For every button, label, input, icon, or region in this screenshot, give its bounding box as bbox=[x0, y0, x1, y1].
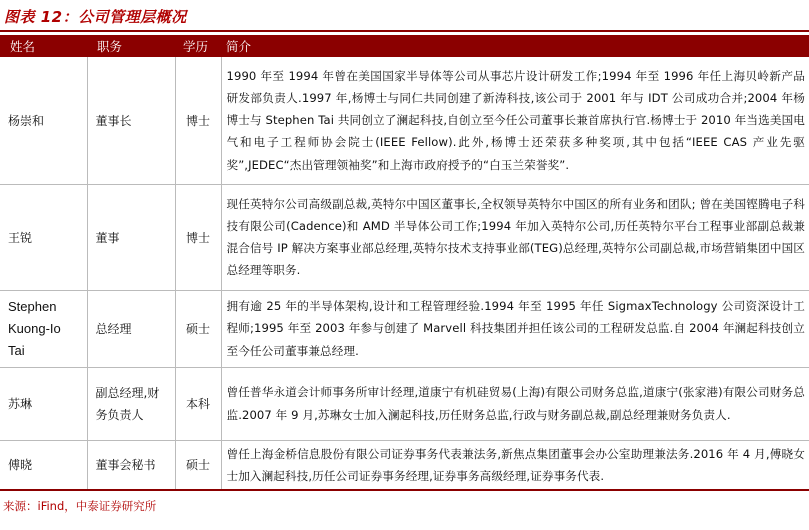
cell-name: 杨崇和 bbox=[0, 57, 87, 184]
header-name: 姓名 bbox=[0, 35, 87, 57]
table-row bbox=[0, 440, 809, 490]
cell-degree: 硕士 bbox=[175, 440, 221, 490]
cell-degree: 博士 bbox=[175, 184, 221, 290]
table-row bbox=[0, 184, 809, 290]
cell-degree: 博士 bbox=[175, 57, 221, 184]
cell-name: 王锐 bbox=[0, 184, 87, 290]
cell-name: Stephen Kuong-Io Tai bbox=[0, 290, 87, 367]
cell-degree: 硕士 bbox=[175, 290, 221, 367]
source-note: 来源：iFind，中泰证券研究所 bbox=[3, 499, 157, 513]
header-bio: 简介 bbox=[221, 35, 809, 57]
cell-name: 苏琳 bbox=[0, 367, 87, 440]
cell-degree: 本科 bbox=[175, 367, 221, 440]
management-table bbox=[0, 35, 809, 491]
header-degree: 学历 bbox=[175, 35, 221, 57]
header-role: 职务 bbox=[87, 35, 175, 57]
figure-title: 图表 12：公司管理层概况 bbox=[4, 8, 187, 26]
cell-bio: 曾任普华永道会计师事务所审计经理,道康宁有机硅贸易(上海)有限公司财务总监,道康宁(张家港)有限公司财务总监.2007 年 9 月,苏琳女士加入澜起科技,历任财务总监,行政与财务副总裁,副总经理兼财务负责人. bbox=[221, 367, 809, 440]
cell-role: 董事 bbox=[87, 184, 175, 290]
table-header-row bbox=[0, 35, 809, 57]
cell-bio: 曾任上海金桥信息股份有限公司证券事务代表兼法务,新焦点集团董事会办公室助理兼法务.2016 年 4 月,傅晓女士加入澜起科技,历任公司证券事务经理,证券事务高级经理,证券事务代表. bbox=[221, 440, 809, 490]
cell-name: 傅晓 bbox=[0, 440, 87, 490]
title-divider bbox=[0, 30, 809, 32]
cell-role: 董事会秘书 bbox=[87, 440, 175, 490]
table-row bbox=[0, 290, 809, 367]
cell-role: 董事长 bbox=[87, 57, 175, 184]
table-row bbox=[0, 57, 809, 184]
cell-bio: 现任英特尔公司高级副总裁,英特尔中国区董事长,全权领导英特尔中国区的所有业务和团队; 曾在美国铿腾电子科技有限公司(Cadence)和 AMD 半导体公司工作;1994 年加入英特尔公司,历任英特尔平台工程事业部副总裁兼混合信号 IP 解决方案事业部总经理,英特尔技术支持事业部(TEG)总经理,英特尔公司副总裁,市场营销集团中国区总经理等职务. bbox=[221, 184, 809, 290]
cell-bio: 拥有逾 25 年的半导体架构,设计和工程管理经验.1994 年至 1995 年任 SigmaxTechnology 公司资深设计工程师;1995 年至 2003 年参与创建了 Marvell 科技集团并担任该公司的工程研发总监.自 2004 年澜起科技创立至今任公司董事兼总经理. bbox=[221, 290, 809, 367]
cell-role: 副总经理,财务负责人 bbox=[87, 367, 175, 440]
table-row bbox=[0, 367, 809, 440]
cell-bio: 1990 年至 1994 年曾在美国国家半导体等公司从事芯片设计研发工作;1994 年至 1996 年任上海贝岭新产品研发部负责人.1997 年,杨博士与同仁共同创建了新涛科技,该公司于 2001 年与 IDT 公司成功合并;2004 年杨博士与 Stephen Tai 共同创立了澜起科技,自创立至今任公司董事长兼首席执行官.杨博士于 2010 年当选美国电气和电子工程师协会院士(IEEE Fellow).此外,杨博士还荣获多种奖项,其中包括“IEEE CAS 产业先驱奖”,JEDEC“杰出管理领袖奖”和上海市政府授予的“白玉兰荣誉奖”. bbox=[221, 57, 809, 184]
cell-role: 总经理 bbox=[87, 290, 175, 367]
